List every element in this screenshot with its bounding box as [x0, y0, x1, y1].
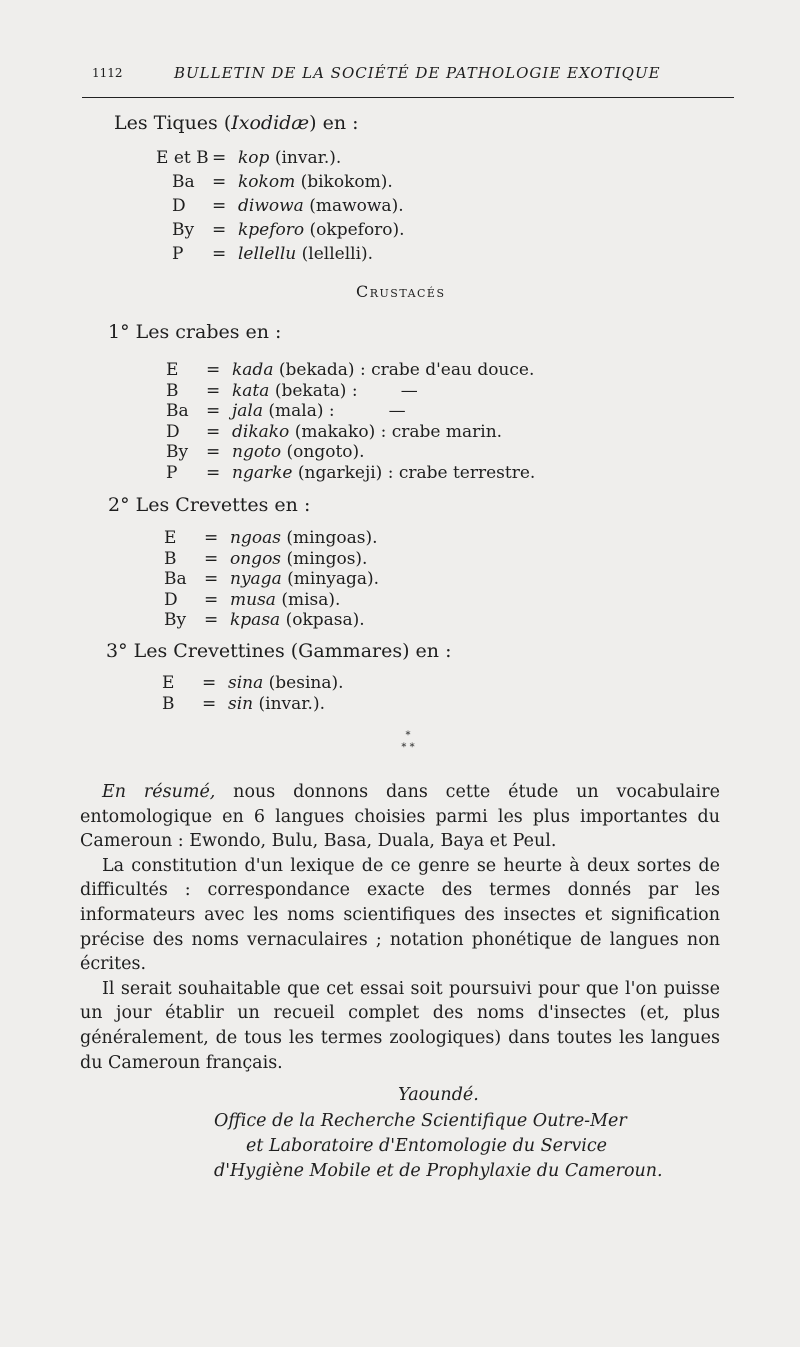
plural-form: (misa). [281, 589, 341, 610]
page-number: 1112 [92, 66, 123, 80]
vernacular-word: ngoto [232, 442, 282, 462]
plural-form: (invar.). [258, 694, 325, 714]
plural-form: (besina). [268, 673, 344, 693]
vernacular-word: diwowa [238, 196, 304, 216]
signature-line-1: Office de la Recherche Scientifique Outre-Mer [214, 1111, 627, 1131]
summary-paragraph-1: En résumé, nous donnons dans cette étude un vocabulaire entomologique en 6 langues choisies parmi les plus importantes du Cameroun : Ewondo, Bulu, Basa, Duala, Baya et Peul. [80, 782, 720, 852]
vernacular-word: kop [238, 148, 270, 168]
vernacular-word: kada [232, 360, 274, 380]
vernacular-word: ngarke [232, 462, 293, 483]
gloss: : — [328, 401, 406, 421]
gloss: : crabe marin. [380, 421, 503, 442]
vernacular-word: ngoas [230, 528, 281, 548]
plural-form: (bekada) [278, 360, 355, 380]
plural-form: (lellelli). [301, 244, 374, 264]
shrimps-title: 2° Les Crevettes en : [108, 494, 311, 516]
vocab-entry: E = kada (bekada) : crabe d'eau douce. [166, 360, 535, 380]
plural-form: (mawowa). [309, 196, 404, 216]
vocab-entry: B = ongos (mingos). [164, 548, 368, 569]
gammarids-title: 3° Les Crevettines (Gammares) en : [106, 640, 452, 662]
summary [80, 780, 720, 1075]
language-code: B [164, 548, 177, 569]
plural-form: (ngarkeji) [297, 462, 383, 483]
vernacular-word: musa [230, 589, 276, 610]
vocab-entry: B = sin (invar.). [162, 694, 325, 714]
language-code: Ba [172, 172, 195, 192]
plural-form: (bekata) [274, 380, 347, 401]
header-rule [82, 97, 734, 98]
plural-form: (makako) [294, 421, 376, 442]
vocab-entry: D = diwowa (mawowa). [172, 196, 404, 216]
signature-line-2: et Laboratoire d'Entomologie du Service [246, 1136, 607, 1156]
language-code: Ba [164, 569, 187, 589]
vernacular-word: nyaga [230, 569, 282, 589]
vocab-entry: E = ngoas (mingoas). [164, 528, 378, 548]
vernacular-word: jala [232, 401, 263, 421]
vernacular-word: kata [232, 380, 270, 401]
vernacular-word: dikako [232, 421, 290, 442]
vocab-entry: By = kpeforo (okpeforo). [172, 220, 405, 240]
language-code: E et B [156, 148, 209, 168]
page-header [92, 62, 732, 92]
gloss: : crabe terrestre. [387, 462, 536, 483]
vocab-entry: P = ngarke (ngarkeji) : crabe terrestre. [166, 462, 536, 483]
vernacular-word: ongos [230, 548, 282, 569]
gloss: : — [351, 380, 418, 401]
vernacular-word: lellellu [238, 244, 297, 264]
crabs-title: 1° Les crabes en : [108, 321, 282, 343]
language-code: B [166, 380, 179, 401]
vernacular-word: kpeforo [238, 220, 305, 240]
vernacular-word: kokom [238, 172, 296, 192]
plural-form: (okpeforo). [309, 220, 405, 240]
vocab-entry: By = ngoto (ongoto). [166, 442, 365, 462]
plural-form: (bikokom). [300, 172, 393, 192]
vernacular-word: sin [228, 694, 254, 714]
language-code: D [166, 421, 180, 442]
vocab-entry: Ba = kokom (bikokom). [172, 172, 393, 192]
language-code: Ba [166, 401, 189, 421]
language-code: D [172, 196, 186, 216]
vernacular-word: kpasa [230, 610, 281, 630]
summary-paragraph-3: Il serait souhaitable que cet essai soit poursuivi pour que l'on puisse un jour établir un recueil complet des noms d'insectes (et, plus généralement, de tous les termes zoologiques) dans toutes les langues du Cameroun français. [80, 978, 720, 1073]
language-code: B [162, 694, 175, 714]
vocab-entry: B = kata (bekata) : — [166, 380, 418, 401]
summary-paragraph-2: La constitution d'un lexique de ce genre se heurte à deux sortes de difficultés : correspondance exacte des termes donnés par les informateurs avec les noms scientifiques des insectes et signification précise des noms vernaculaires ; notation phonétique de langues non écrites. [80, 855, 720, 975]
signature-place: Yaoundé. [398, 1085, 479, 1105]
vocab-entry: E et B = kop (invar.). [156, 148, 342, 168]
language-code: E [166, 360, 179, 380]
language-code: P [172, 244, 184, 264]
plural-form: (okpasa). [285, 610, 365, 630]
running-title: BULLETIN DE LA SOCIÉTÉ DE PATHOLOGIE EXOTIQUE [174, 64, 661, 82]
language-code: D [164, 589, 178, 610]
signature-line-3: d'Hygiène Mobile et de Prophylaxie du Cameroun. [214, 1161, 663, 1181]
section-separator: * * * [401, 730, 415, 753]
plural-form: (minyaga). [287, 569, 380, 589]
language-code: By [166, 442, 189, 462]
vocab-entry: E = sina (besina). [162, 673, 344, 693]
plural-form: (mingos). [286, 548, 368, 569]
language-code: E [162, 673, 175, 693]
vocab-entry: D = dikako (makako) : crabe marin. [166, 421, 503, 442]
language-code: By [164, 610, 187, 630]
language-code: By [172, 220, 195, 240]
ticks-intro: Les Tiques (Ixodidæ) en : [114, 112, 359, 134]
vocab-entry: Ba = nyaga (minyaga). [164, 569, 380, 589]
vocab-entry: Ba = jala (mala) : — [166, 401, 406, 421]
vernacular-word: sina [228, 673, 264, 693]
plural-form: (ongoto). [286, 442, 365, 462]
plural-form: (mala) [268, 401, 324, 421]
language-code: P [166, 462, 178, 483]
vocab-entry: D = musa (misa). [164, 589, 341, 610]
language-code: E [164, 528, 177, 548]
plural-form: (mingoas). [286, 528, 378, 548]
vocab-entry: P = lellellu (lellelli). [172, 244, 374, 264]
gloss: : crabe d'eau douce. [359, 360, 535, 380]
plural-form: (invar.). [274, 148, 342, 168]
vocab-entry: By = kpasa (okpasa). [164, 610, 365, 630]
crustaceans-heading: Crustacés [356, 282, 446, 301]
